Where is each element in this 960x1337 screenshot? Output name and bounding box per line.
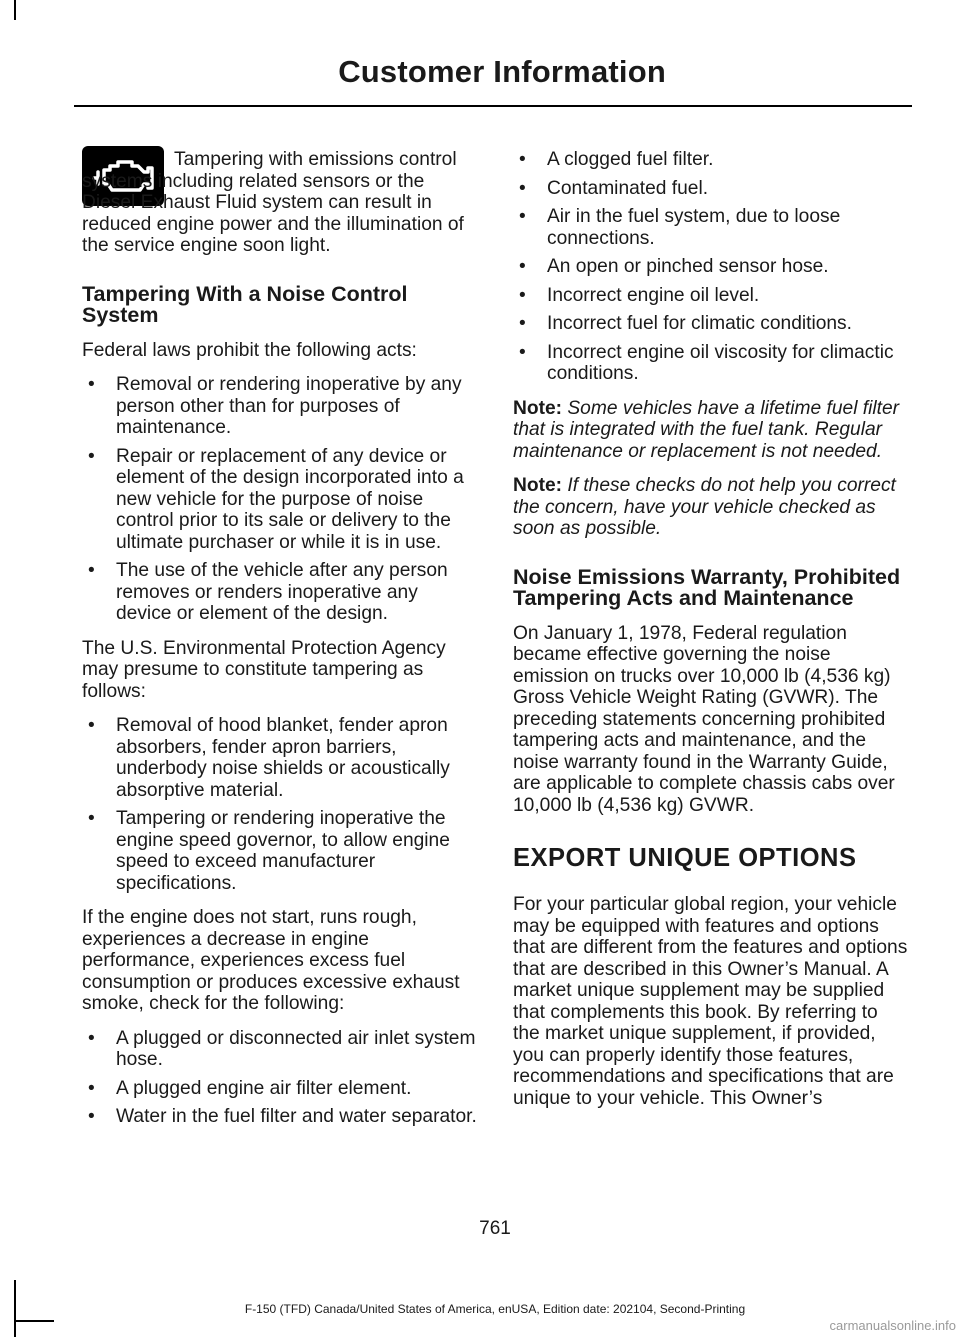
page-number: 761 (479, 1218, 511, 1239)
list-item: • Incorrect engine oil viscosity for climactic conditions. (513, 342, 909, 385)
list-item: • Removal of hood blanket, fender apron absorbers, fender apron barriers, underbody noise shields or acoustically absorptive material. (82, 715, 478, 801)
check-list-left (82, 1028, 478, 1128)
warranty-paragraph: On January 1, 1978, Federal regulation became effective governing the noise emission on trucks over 10,000 lb (4,536 kg) Gross Vehicle Weight Rating (GVWR). The preceding statements concerning prohibited tampering acts and maintenance, and the noise warranty found in the Warranty Guide, are applicable to complete chassis cabs over 10,000 lb (4,536 kg) GVWR. (513, 622, 895, 816)
federal-paragraph: Federal laws prohibit the following acts: (82, 339, 417, 361)
heading-export-options: EXPORT UNIQUE OPTIONS (513, 844, 857, 872)
list-item: • Repair or replacement of any device or element of the design incorporated into a new vehicle for the purpose of noise control prior to its sale or delivery to the ultimate purchaser or while it is in use. (82, 446, 478, 554)
check-paragraph: If the engine does not start, runs rough, experiences a decrease in engine performance, experiences excess fuel consumption or produces excessive exhaust smoke, check for the following: (82, 907, 460, 1014)
note-label: Note: (513, 475, 563, 496)
export-paragraph: For your particular global region, your vehicle may be equipped with features and options that are different from the features and options that are described in this Owner’s Manual. A market unique supplement may be supplied that complements this book. By referring to the market unique supplement, if provided, you can properly identify those features, recommendations and specifications that are unique to your vehicle. This Owner’s (513, 894, 908, 1109)
note-checks (513, 475, 909, 540)
list-item: • Removal or rendering inoperative by any person other than for purposes of maintenance. (82, 374, 478, 439)
crop-mark (14, 0, 16, 20)
intro-paragraph: Tampering with emissions control systems including related sensors or the Diesel Exhaust Fluid system can result in reduced engine power and the illumination of the service engine soon light. (82, 149, 464, 256)
epa-list (82, 715, 478, 894)
note-fuel-filter (513, 398, 909, 463)
list-item: • Tampering or rendering inoperative the engine speed governor, to allow engine speed to exceed manufacturer specifications. (82, 808, 478, 894)
check-list-right (513, 149, 909, 385)
list-item: • The use of the vehicle after any person removes or renders inoperative any device or element of the design. (82, 560, 478, 625)
list-item: • An open or pinched sensor hose. (513, 256, 909, 278)
heading-noise-warranty: Noise Emissions Warranty, Prohibited Tampering Acts and Maintenance (513, 564, 901, 610)
list-item: • A clogged fuel filter. (513, 149, 909, 171)
watermark: carmanualsonline.info (829, 1318, 956, 1333)
note-text: Some vehicles have a lifetime fuel filter that is integrated with the fuel tank. Regular maintenance or replacement is not needed. (513, 397, 900, 462)
crop-mark (14, 1320, 54, 1322)
federal-list (82, 374, 478, 625)
right-column (513, 146, 909, 1109)
epa-paragraph: The U.S. Environmental Protection Agency may presume to constitute tampering as follows: (82, 637, 446, 702)
heading-noise-control: Tampering With a Noise Control System (82, 281, 408, 327)
list-item: • Contaminated fuel. (513, 178, 909, 200)
note-text: If these checks do not help you correct the concern, have your vehicle checked as soon as possible. (513, 475, 896, 539)
list-item: • Water in the fuel filter and water separator. (82, 1106, 478, 1128)
header-divider (74, 105, 912, 107)
list-item: • Incorrect engine oil level. (513, 285, 909, 307)
list-item: • Incorrect fuel for climatic conditions. (513, 313, 909, 335)
list-item: • A plugged engine air filter element. (82, 1078, 478, 1100)
edition-line: F-150 (TFD) Canada/United States of America, enUSA, Edition date: 202104, Second-Printing (244, 1302, 746, 1316)
list-item: • A plugged or disconnected air inlet system hose. (82, 1028, 478, 1071)
page-title: Customer Information (338, 54, 666, 89)
left-column (82, 146, 478, 1141)
note-label: Note: (513, 397, 563, 419)
list-item: • Air in the fuel system, due to loose connections. (513, 206, 909, 249)
